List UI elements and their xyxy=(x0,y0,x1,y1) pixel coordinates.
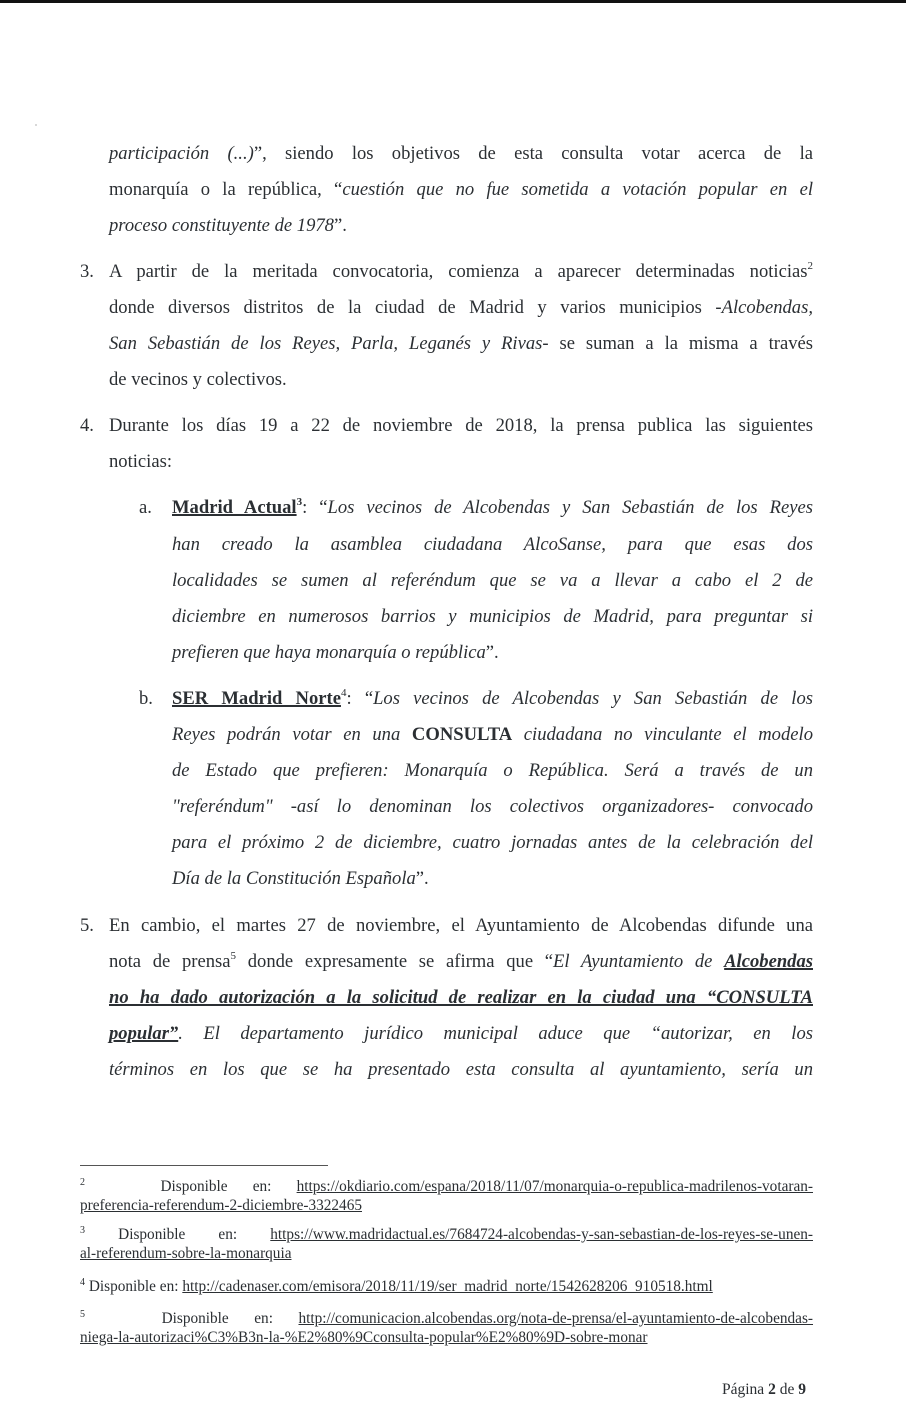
text-line: nota de prensa$^5$ donde expresamente se afirma que “El Ayuntamiento de Alcobendas xyxy=(109,950,813,972)
list-number: 4. xyxy=(80,415,94,436)
list-number: 5. xyxy=(80,915,94,936)
footnote-link[interactable]: niega-la-autorizaci%C3%B3n-la-%E2%80%9Cconsulta-popular%E2%80%9D-sobre-monar xyxy=(80,1329,648,1346)
text-line: prefieren que haya monarquía o república”. xyxy=(172,642,499,663)
text-line: A partir de la meritada convocatoria, comienza a aparecer determinadas noticias$^2$ xyxy=(109,260,813,282)
news-source: Madrid Actual xyxy=(172,497,297,518)
footnote-line xyxy=(80,1245,813,1263)
text-line: "referéndum" -así lo denominan los colectivos organizadores- convocado xyxy=(172,796,813,817)
text-line: En cambio, el martes 27 de noviembre, el Ayuntamiento de Alcobendas difunde una xyxy=(109,915,813,936)
text-line: han creado la asamblea ciudadana AlcoSanse, para que esas dos xyxy=(172,534,813,555)
footnote-line: $^5$ Disponible en: http://comunicacion.alcobendas.org/nota-de-prensa/el-ayuntamiento-de-alcobendas- xyxy=(80,1309,813,1327)
text-line: diciembre en numerosos barrios y municipios de Madrid, para preguntar si xyxy=(172,606,813,627)
top-edge-bar xyxy=(0,0,906,3)
footnote-link[interactable]: http://comunicacion.alcobendas.org/nota-de-prensa/el-ayuntamiento-de-alcobendas- xyxy=(298,1310,813,1327)
list-number: 3. xyxy=(80,261,94,282)
text-line: de Estado que prefieren: Monarquía o República. Será a través de un xyxy=(172,760,813,781)
text-line: de vecinos y colectivos. xyxy=(109,369,287,390)
footnote-ref[interactable]: 5 xyxy=(230,950,237,962)
text-line: localidades se sumen al referéndum que se va a llevar a cabo el 2 de xyxy=(172,570,813,591)
footnote-line: $^2$ Disponible en: https://okdiario.com/espana/2018/11/07/monarquia-o-republica-madrilenos-votaran- xyxy=(80,1177,813,1195)
footnote-link[interactable]: http://cadenaser.com/emisora/2018/11/19/ser_madrid_norte/1542628206_910518.html xyxy=(182,1278,713,1295)
footnote-line xyxy=(80,1197,813,1215)
text-line: términos en los que se ha presentado esta consulta al ayuntamiento, sería un xyxy=(109,1059,813,1080)
footnote-separator xyxy=(80,1165,328,1166)
footnote-line: $^3$ Disponible en: https://www.madridactual.es/7684724-alcobendas-y-san-sebastian-de-los-reyes-se-unen- xyxy=(80,1225,813,1243)
text-line: participación (...)”, siendo los objetivos de esta consulta votar acerca de la xyxy=(109,143,814,164)
text-line: monarquía o la república, “cuestión que no fue sometida a votación popular en el xyxy=(109,179,813,200)
text-line: SER Madrid Norte$^4$: “Los vecinos de Alcobendas y San Sebastián de los xyxy=(172,687,813,709)
text-line: Día de la Constitución Española”. xyxy=(172,868,429,889)
footnote-link[interactable]: https://okdiario.com/espana/2018/11/07/monarquia-o-republica-madrilenos-votaran- xyxy=(296,1178,813,1195)
footnote-line: $^4$ Disponible en: http://cadenaser.com/emisora/2018/11/19/ser_madrid_norte/1542628206_910518.html xyxy=(80,1277,713,1295)
footnote-ref[interactable]: 4 xyxy=(340,687,347,699)
page-number: Página 2 de 9 xyxy=(722,1381,806,1398)
footnote-line xyxy=(80,1329,813,1347)
text-line: para el próximo 2 de diciembre, cuatro jornadas antes de la celebración del xyxy=(172,832,813,853)
sub-letter: b. xyxy=(139,688,153,709)
text-line: Madrid Actual$^3$: “Los vecinos de Alcobendas y San Sebastián de los Reyes xyxy=(172,496,813,518)
scan-speck xyxy=(35,124,37,126)
text-line: noticias: xyxy=(109,451,172,472)
text-line: Reyes podrán votar en una CONSULTA ciudadana no vinculante el modelo xyxy=(172,724,813,745)
footnote-link[interactable]: https://www.madridactual.es/7684724-alcobendas-y-san-sebastian-de-los-reyes-se-unen- xyxy=(270,1226,813,1243)
footnote-ref[interactable]: 3 xyxy=(296,496,303,508)
text-line: Durante los días 19 a 22 de noviembre de 2018, la prensa publica las siguientes xyxy=(109,415,813,436)
footnote-link[interactable]: al-referendum-sobre-la-monarquia xyxy=(80,1245,292,1262)
news-source: SER Madrid Norte xyxy=(172,688,341,709)
text-line: donde diversos distritos de la ciudad de Madrid y varios municipios -Alcobendas, xyxy=(109,297,813,318)
sub-letter: a. xyxy=(139,497,152,518)
text-line: no ha dado autorización a la solicitud de realizar en la ciudad una “CONSULTA xyxy=(109,987,813,1008)
text-line: popular”. El departamento jurídico municipal aduce que “autorizar, en los xyxy=(109,1023,813,1044)
text-line: San Sebastián de los Reyes, Parla, Leganés y Rivas- se suman a la misma a través xyxy=(109,333,813,354)
footnote-ref[interactable]: 2 xyxy=(807,260,813,272)
footnote-link[interactable]: preferencia-referendum-2-diciembre-3322465 xyxy=(80,1197,362,1214)
text-line: proceso constituyente de 1978”. xyxy=(109,215,347,236)
